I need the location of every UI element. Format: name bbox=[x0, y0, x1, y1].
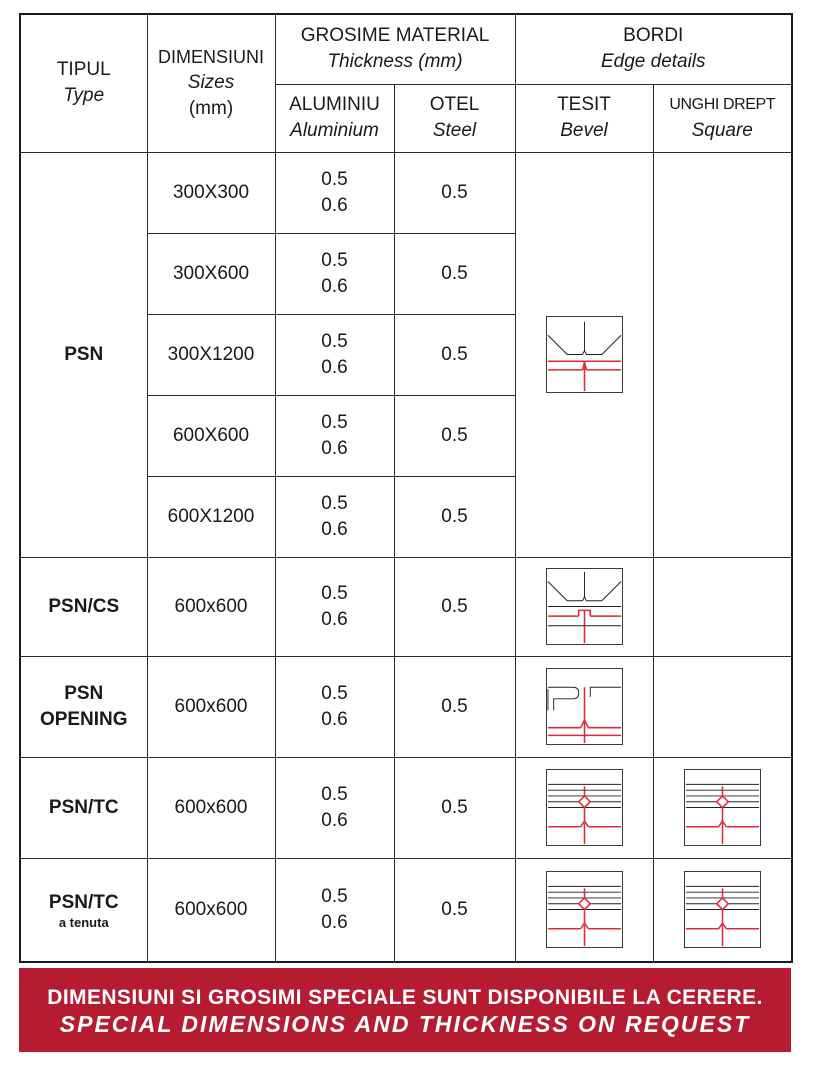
alu-value: 0.6 bbox=[321, 518, 348, 540]
alu-value: 0.6 bbox=[321, 708, 348, 730]
bevel-diagram-cell bbox=[515, 152, 653, 557]
header-square-ro: UNGHI DREPT bbox=[669, 96, 776, 113]
steel-cell: 0.5 bbox=[394, 757, 515, 858]
alu-value: 0.5 bbox=[321, 682, 348, 704]
square-diagram-cell bbox=[653, 557, 792, 656]
header-bevel bbox=[515, 84, 653, 152]
square-diagram-cell bbox=[653, 858, 792, 962]
header-steel-ro: OTEL bbox=[429, 94, 480, 115]
steel-cell: 0.5 bbox=[394, 557, 515, 656]
alu-value: 0.5 bbox=[321, 492, 348, 514]
header-edges bbox=[515, 14, 792, 84]
size-cell: 300X600 bbox=[147, 233, 275, 314]
size-cell: 600x600 bbox=[147, 858, 275, 962]
type-label: PSN/TC bbox=[48, 891, 119, 913]
type-cell: PSN/CS bbox=[20, 557, 147, 656]
header-steel-en: Steel bbox=[432, 120, 477, 141]
size-cell: 600X600 bbox=[147, 395, 275, 476]
header-dim-unit: (mm) bbox=[188, 98, 234, 120]
steel-cell: 0.5 bbox=[394, 152, 515, 233]
steel-cell: 0.5 bbox=[394, 476, 515, 557]
alu-value: 0.5 bbox=[321, 330, 348, 352]
alu-value: 0.5 bbox=[321, 783, 348, 805]
header-edge-en: Edge details bbox=[600, 51, 706, 73]
steel-cell: 0.5 bbox=[394, 395, 515, 476]
header-alu-en: Aluminium bbox=[290, 120, 379, 141]
square-diagram-cell bbox=[653, 152, 792, 557]
banner-line-en: SPECIAL DIMENSIONS AND THICKNESS ON REQUEST bbox=[59, 1011, 751, 1037]
bevel-diagram-cell bbox=[515, 757, 653, 858]
header-steel bbox=[394, 84, 515, 152]
aluminium-cell bbox=[275, 476, 394, 557]
aluminium-cell bbox=[275, 395, 394, 476]
aluminium-cell bbox=[275, 858, 394, 962]
alu-value: 0.6 bbox=[321, 608, 348, 630]
header-aluminium bbox=[275, 84, 394, 152]
tc-tenuta-square-edge-diagram bbox=[684, 871, 761, 948]
header-alu-ro: ALUMINIU bbox=[289, 94, 380, 115]
alu-value: 0.5 bbox=[321, 168, 348, 190]
alu-value: 0.6 bbox=[321, 437, 348, 459]
bevel-edge-diagram bbox=[546, 316, 623, 393]
header-bevel-en: Bevel bbox=[560, 120, 608, 141]
type-label-line2: OPENING bbox=[39, 708, 128, 730]
type-cell bbox=[20, 656, 147, 757]
header-thickness bbox=[275, 14, 515, 84]
alu-value: 0.6 bbox=[321, 275, 348, 297]
steel-cell: 0.5 bbox=[394, 858, 515, 962]
table-row bbox=[20, 656, 792, 757]
header-edge-ro: BORDI bbox=[623, 25, 684, 47]
type-label-line1: PSN bbox=[64, 682, 104, 704]
type-cell bbox=[20, 858, 147, 962]
size-cell: 300X1200 bbox=[147, 314, 275, 395]
bevel-cs-edge-diagram bbox=[546, 568, 623, 645]
aluminium-cell bbox=[275, 757, 394, 858]
type-cell: PSN bbox=[20, 152, 147, 557]
type-cell: PSN/TC bbox=[20, 757, 147, 858]
size-cell: 600x600 bbox=[147, 557, 275, 656]
aluminium-cell bbox=[275, 656, 394, 757]
bevel-diagram-cell bbox=[515, 557, 653, 656]
size-cell: 300X300 bbox=[147, 152, 275, 233]
tc-square-edge-diagram bbox=[684, 769, 761, 846]
steel-cell: 0.5 bbox=[394, 656, 515, 757]
steel-cell: 0.5 bbox=[394, 233, 515, 314]
header-dimensions bbox=[147, 14, 275, 152]
aluminium-cell bbox=[275, 557, 394, 656]
aluminium-cell bbox=[275, 233, 394, 314]
size-cell: 600X1200 bbox=[147, 476, 275, 557]
header-dim-en: Sizes bbox=[187, 72, 235, 94]
opening-edge-diagram bbox=[546, 668, 623, 745]
size-cell: 600x600 bbox=[147, 656, 275, 757]
header-type bbox=[20, 14, 147, 152]
size-cell: 600x600 bbox=[147, 757, 275, 858]
table-row bbox=[20, 757, 792, 858]
steel-cell: 0.5 bbox=[394, 314, 515, 395]
alu-value: 0.5 bbox=[321, 411, 348, 433]
table-row bbox=[20, 858, 792, 962]
alu-value: 0.6 bbox=[321, 194, 348, 216]
alu-value: 0.6 bbox=[321, 911, 348, 933]
header-thick-ro: GROSIME MATERIAL bbox=[300, 25, 490, 47]
bevel-diagram-cell bbox=[515, 656, 653, 757]
header-type-ro: TIPUL bbox=[56, 59, 111, 81]
tc-bevel-edge-diagram bbox=[546, 769, 623, 846]
aluminium-cell bbox=[275, 314, 394, 395]
aluminium-cell bbox=[275, 152, 394, 233]
header-square bbox=[653, 84, 792, 152]
header-type-en: Type bbox=[63, 85, 105, 107]
banner-line-ro: DIMENSIUNI SI GROSIMI SPECIALE SUNT DISPONIBILE LA CERERE. bbox=[47, 986, 763, 1009]
alu-value: 0.5 bbox=[321, 885, 348, 907]
alu-value: 0.6 bbox=[321, 356, 348, 378]
square-diagram-cell bbox=[653, 656, 792, 757]
alu-value: 0.5 bbox=[321, 582, 348, 604]
type-sublabel: a tenuta bbox=[58, 914, 109, 930]
tc-tenuta-bevel-edge-diagram bbox=[546, 871, 623, 948]
header-thick-en: Thickness (mm) bbox=[327, 51, 463, 73]
bevel-diagram-cell bbox=[515, 858, 653, 962]
table-row bbox=[20, 152, 792, 233]
specifications-table bbox=[19, 13, 793, 963]
table-row bbox=[20, 557, 792, 656]
alu-value: 0.6 bbox=[321, 809, 348, 831]
header-square-en: Square bbox=[691, 120, 753, 141]
alu-value: 0.5 bbox=[321, 249, 348, 271]
special-request-banner bbox=[19, 968, 791, 1052]
header-bevel-ro: TESIT bbox=[557, 94, 611, 115]
header-dim-ro: DIMENSIUNI bbox=[157, 47, 264, 68]
square-diagram-cell bbox=[653, 757, 792, 858]
